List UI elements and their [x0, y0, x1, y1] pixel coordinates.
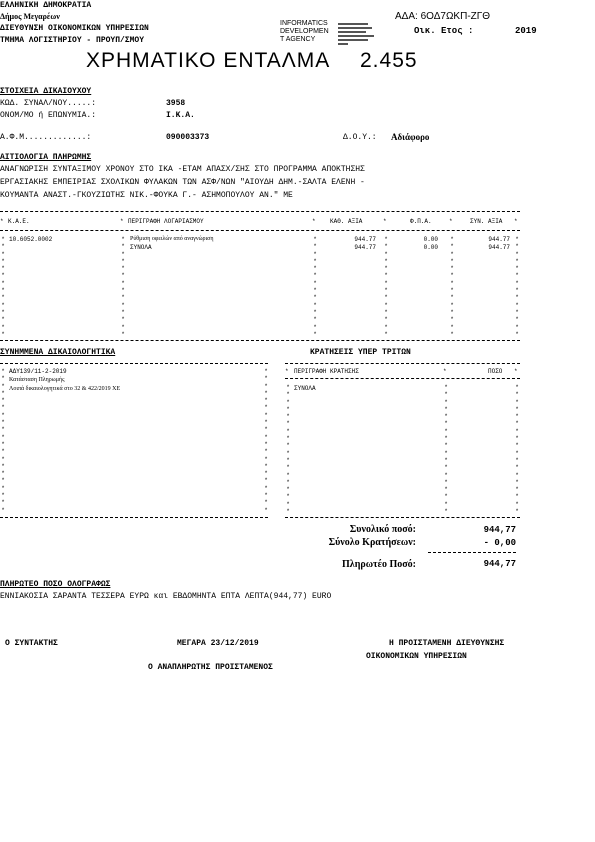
main-table-col-sep: *	[0, 218, 4, 225]
deductions-col-sep: *	[514, 368, 518, 375]
amount-words-text: ΕΝΝΙΑΚΟΣΙΑ ΣΑΡΑΝΤΑ ΤΕΣΣΕΡΑ ΕΥΡΩ και ΕΒΔΟΜΗΝΤΑ ΕΠΤΑ ΛΕΠΤΑ(944,77) EURO	[0, 592, 332, 601]
deductions-top-border	[285, 363, 520, 364]
ada-code: ΑΔΑ: 6ΟΔ7ΩΚΠ-ΖΓΘ	[395, 11, 491, 22]
beneficiary-doy-value: Αδιάφορο	[391, 132, 430, 142]
justification-line-2: ΕΡΓΑΣΙΑΚΗΣ ΕΜΠΕΙΡΙΑΣ ΣΧΟΛΙΚΩΝ ΦΥΛΑΚΩΝ ΤΩΝ ΑΣΦ/ΝΩΝ "ΑΙΟΥΔΗ ΔΗΜ.-ΣΑΛΤΑ ΕΛΕΝΗ -	[0, 178, 365, 187]
main-table-col-sep: *	[383, 218, 387, 225]
main-table-header-total: ΣΥΝ. ΑΞΙΑ	[470, 218, 503, 225]
documents-column-rule: * * * * * * * * * * * * * * * * * * * *	[264, 368, 268, 514]
justification-line-1: ΑΝΑΓΝΩΡΙΣΗ ΣΥΝΤΑΞΙΜΟΥ ΧΡΟΝΟΥ ΣΤΟ ΙΚΑ -ΕΤΑΜ ΑΠΑΣΧ/ΣΗΣ ΣΤΟ ΠΡΟΓΡΑΜΜΑ ΑΠΟΚΤΗΣΗΣ	[0, 165, 365, 174]
deductions-section-title: ΚΡΑΤΗΣΕΙΣ ΥΠΕΡ ΤΡΙΤΩΝ	[310, 348, 411, 357]
logo-line-1: INFORMATICS	[280, 20, 328, 27]
main-table-bottom-border	[0, 340, 520, 341]
main-table-column-rule: * * * * * * * * * * * * * *	[1, 236, 5, 338]
logo	[280, 20, 329, 44]
table-totals-label: ΣΥΝΟΛΑ	[130, 244, 152, 251]
main-table-header-kae: Κ.Α.Ε.	[8, 218, 30, 225]
deductions-header-description: ΠΕΡΙΓΡΑΦΗ ΚΡΑΤΗΣΗΣ	[294, 368, 359, 375]
main-table-col-sep: *	[120, 218, 124, 225]
payable-amount-value: 944,77	[483, 559, 516, 569]
table-row-description: Ρύθμιση οφειλών από αναγνώριση	[130, 236, 214, 242]
documents-column-rule: * * * * * * * * * * * * * * * * * * * *	[1, 368, 5, 514]
main-table-column-rule: * * * * * * * * * * * * * *	[515, 236, 519, 338]
deductions-col-sep: *	[443, 368, 447, 375]
deductions-total-label: Σύνολο Κρατήσεων:	[328, 537, 416, 548]
total-amount-label: Συνολικό ποσό:	[349, 524, 416, 535]
main-table-col-sep: *	[449, 218, 453, 225]
justification-line-3: ΚΟΥΜΑΝΤΑ ΑΝΑΣΤ.-ΓΚΟΥΖΙΩΤΗΣ ΝΙΚ.-ΦΟΥΚΑ Γ.- ΑΣΗΜΟΠΟΥΛΟΥ ΑΝ." ΜΕ	[0, 191, 293, 200]
deductions-header-border	[285, 378, 520, 379]
deductions-col-sep: *	[285, 368, 289, 375]
fiscal-year-value: 2019	[515, 26, 537, 36]
table-totals-vat: 0.00	[423, 244, 438, 251]
documents-section-title: ΣΥΝΗΜΜΕΝΑ ΔΙΚΑΙΟΛΟΓΗΤΙΚΑ	[0, 348, 116, 357]
table-row-total: 944.77	[488, 236, 510, 243]
beneficiary-code-value: 3958	[166, 99, 186, 108]
deductions-header-amount: ΠΟΣΟ	[488, 368, 503, 375]
main-table-top-border	[0, 211, 520, 212]
list-item: Κατάσταση Πληρωμής	[9, 377, 65, 383]
table-totals-net: 944.77	[354, 244, 376, 251]
head-signature-line-1: Η ΠΡΟΙΣΤΑΜΕΝΗ ΔΙΕΥΘΥΝΣΗΣ	[389, 639, 505, 648]
table-row-vat: 0.00	[423, 236, 438, 243]
beneficiary-afm-value: 090003373	[166, 133, 210, 142]
main-table-header-vat: Φ.Π.Α.	[410, 218, 432, 225]
department-name: ΔΙΕΥΘΥΝΣΗ ΟΙΚΟΝΟΜΙΚΩΝ ΥΠΗΡΕΣΙΩΝ	[0, 24, 149, 33]
main-table-column-rule: * * * * * * * * * * * * * *	[313, 236, 317, 338]
justification-section-title: ΑΙΤΙΟΛΟΓΙΑ ΠΛΗΡΩΜΗΣ	[0, 153, 92, 162]
deductions-column-rule: * * * * * * * * * * * * * * * * * *	[444, 384, 448, 516]
country-name: ΕΛΛΗΝΙΚΗ ΔΗΜΟΚΡΑΤΙΑ	[0, 1, 92, 10]
table-totals-total: 944.77	[488, 244, 510, 251]
main-table-column-rule: * * * * * * * * * * * * * *	[121, 236, 125, 338]
logo-line-3: T AGENCY	[280, 36, 316, 43]
beneficiary-section-title: ΣΤΟΙΧΕΙΑ ΔΙΚΑΙΟΥΧΟΥ	[0, 87, 92, 96]
list-item: ΑΔΥ139/11-2-2019	[9, 368, 67, 375]
logo-line-2: DEVELOPMEN	[280, 28, 329, 35]
beneficiary-afm-label: Α.Φ.Μ.............:	[0, 133, 92, 142]
main-table-header-description: ΠΕΡΙΓΡΑΦΗ ΛΟΓΑΡΙΑΣΜΟΥ	[128, 218, 204, 225]
beneficiary-name-value: Ι.Κ.Α.	[166, 111, 195, 120]
deputy-signature: Ο ΑΝΑΠΛΗΡΩΤΗΣ ΠΡΟΙΣΤΑΜΕΝΟΣ	[148, 663, 273, 672]
document-number: 2.455	[360, 49, 418, 72]
total-amount-value: 944,77	[483, 525, 516, 535]
list-item: Λοιπά δικαιολογητικά στο 32 & 422/2019 ΧΕ	[9, 386, 121, 392]
deductions-bottom-border	[285, 517, 520, 518]
documents-bottom-border	[0, 517, 268, 518]
main-table-header-net: ΚΑΘ. ΑΞΙΑ	[330, 218, 363, 225]
payable-amount-label: Πληρωτέο Ποσό:	[342, 559, 416, 570]
deductions-total-value: - 0,00	[483, 538, 516, 548]
documents-top-border	[0, 363, 268, 364]
main-table-header-border	[0, 230, 520, 231]
composer-signature: Ο ΣΥΝΤΑΚΤΗΣ	[5, 639, 58, 648]
table-row-net: 944.77	[354, 236, 376, 243]
deductions-column-rule: * * * * * * * * * * * * * * * * * *	[286, 384, 290, 516]
head-signature-line-2: ΟΙΚΟΝΟΜΙΚΩΝ ΥΠΗΡΕΣΙΩΝ	[366, 652, 467, 661]
fiscal-year-label: Οικ. Ετος :	[414, 26, 474, 36]
main-table-col-sep: *	[312, 218, 316, 225]
beneficiary-doy-label: Δ.Ο.Υ.:	[343, 133, 377, 142]
main-table-col-sep: *	[514, 218, 518, 225]
beneficiary-code-label: ΚΩΔ. ΣΥΝΑΛ/ΝΟΥ.....:	[0, 99, 97, 108]
table-row-kae: 10.6052.0002	[9, 236, 53, 243]
totals-divider	[428, 552, 516, 553]
main-table-column-rule: * * * * * * * * * * * * * *	[450, 236, 454, 338]
main-table-column-rule: * * * * * * * * * * * * * *	[384, 236, 388, 338]
deductions-column-rule: * * * * * * * * * * * * * * * * * *	[515, 384, 519, 516]
place-date: ΜΕΓΑΡΑ 23/12/2019	[177, 639, 259, 648]
municipality-name: Δήμος Μεγαρέων	[0, 12, 60, 21]
deductions-totals-label: ΣΥΝΟΛΑ	[294, 385, 316, 392]
document-title: ΧΡΗΜΑΤΙΚΟ ΕΝΤΑΛΜΑ	[86, 49, 331, 72]
section-name: ΤΜΗΜΑ ΛΟΓΙΣΤΗΡΙΟΥ - ΠΡΟΥΠ/ΣΜΟΥ	[0, 36, 145, 45]
amount-words-section-title: ΠΛΗΡΩΤΕΟ ΠΟΣΟ ΟΛΟΓΡΑΦΩΣ	[0, 580, 111, 589]
beneficiary-name-label: ΟΝΟΜ/ΜΟ ή ΕΠΩΝΥΜΙΑ.:	[0, 111, 97, 120]
